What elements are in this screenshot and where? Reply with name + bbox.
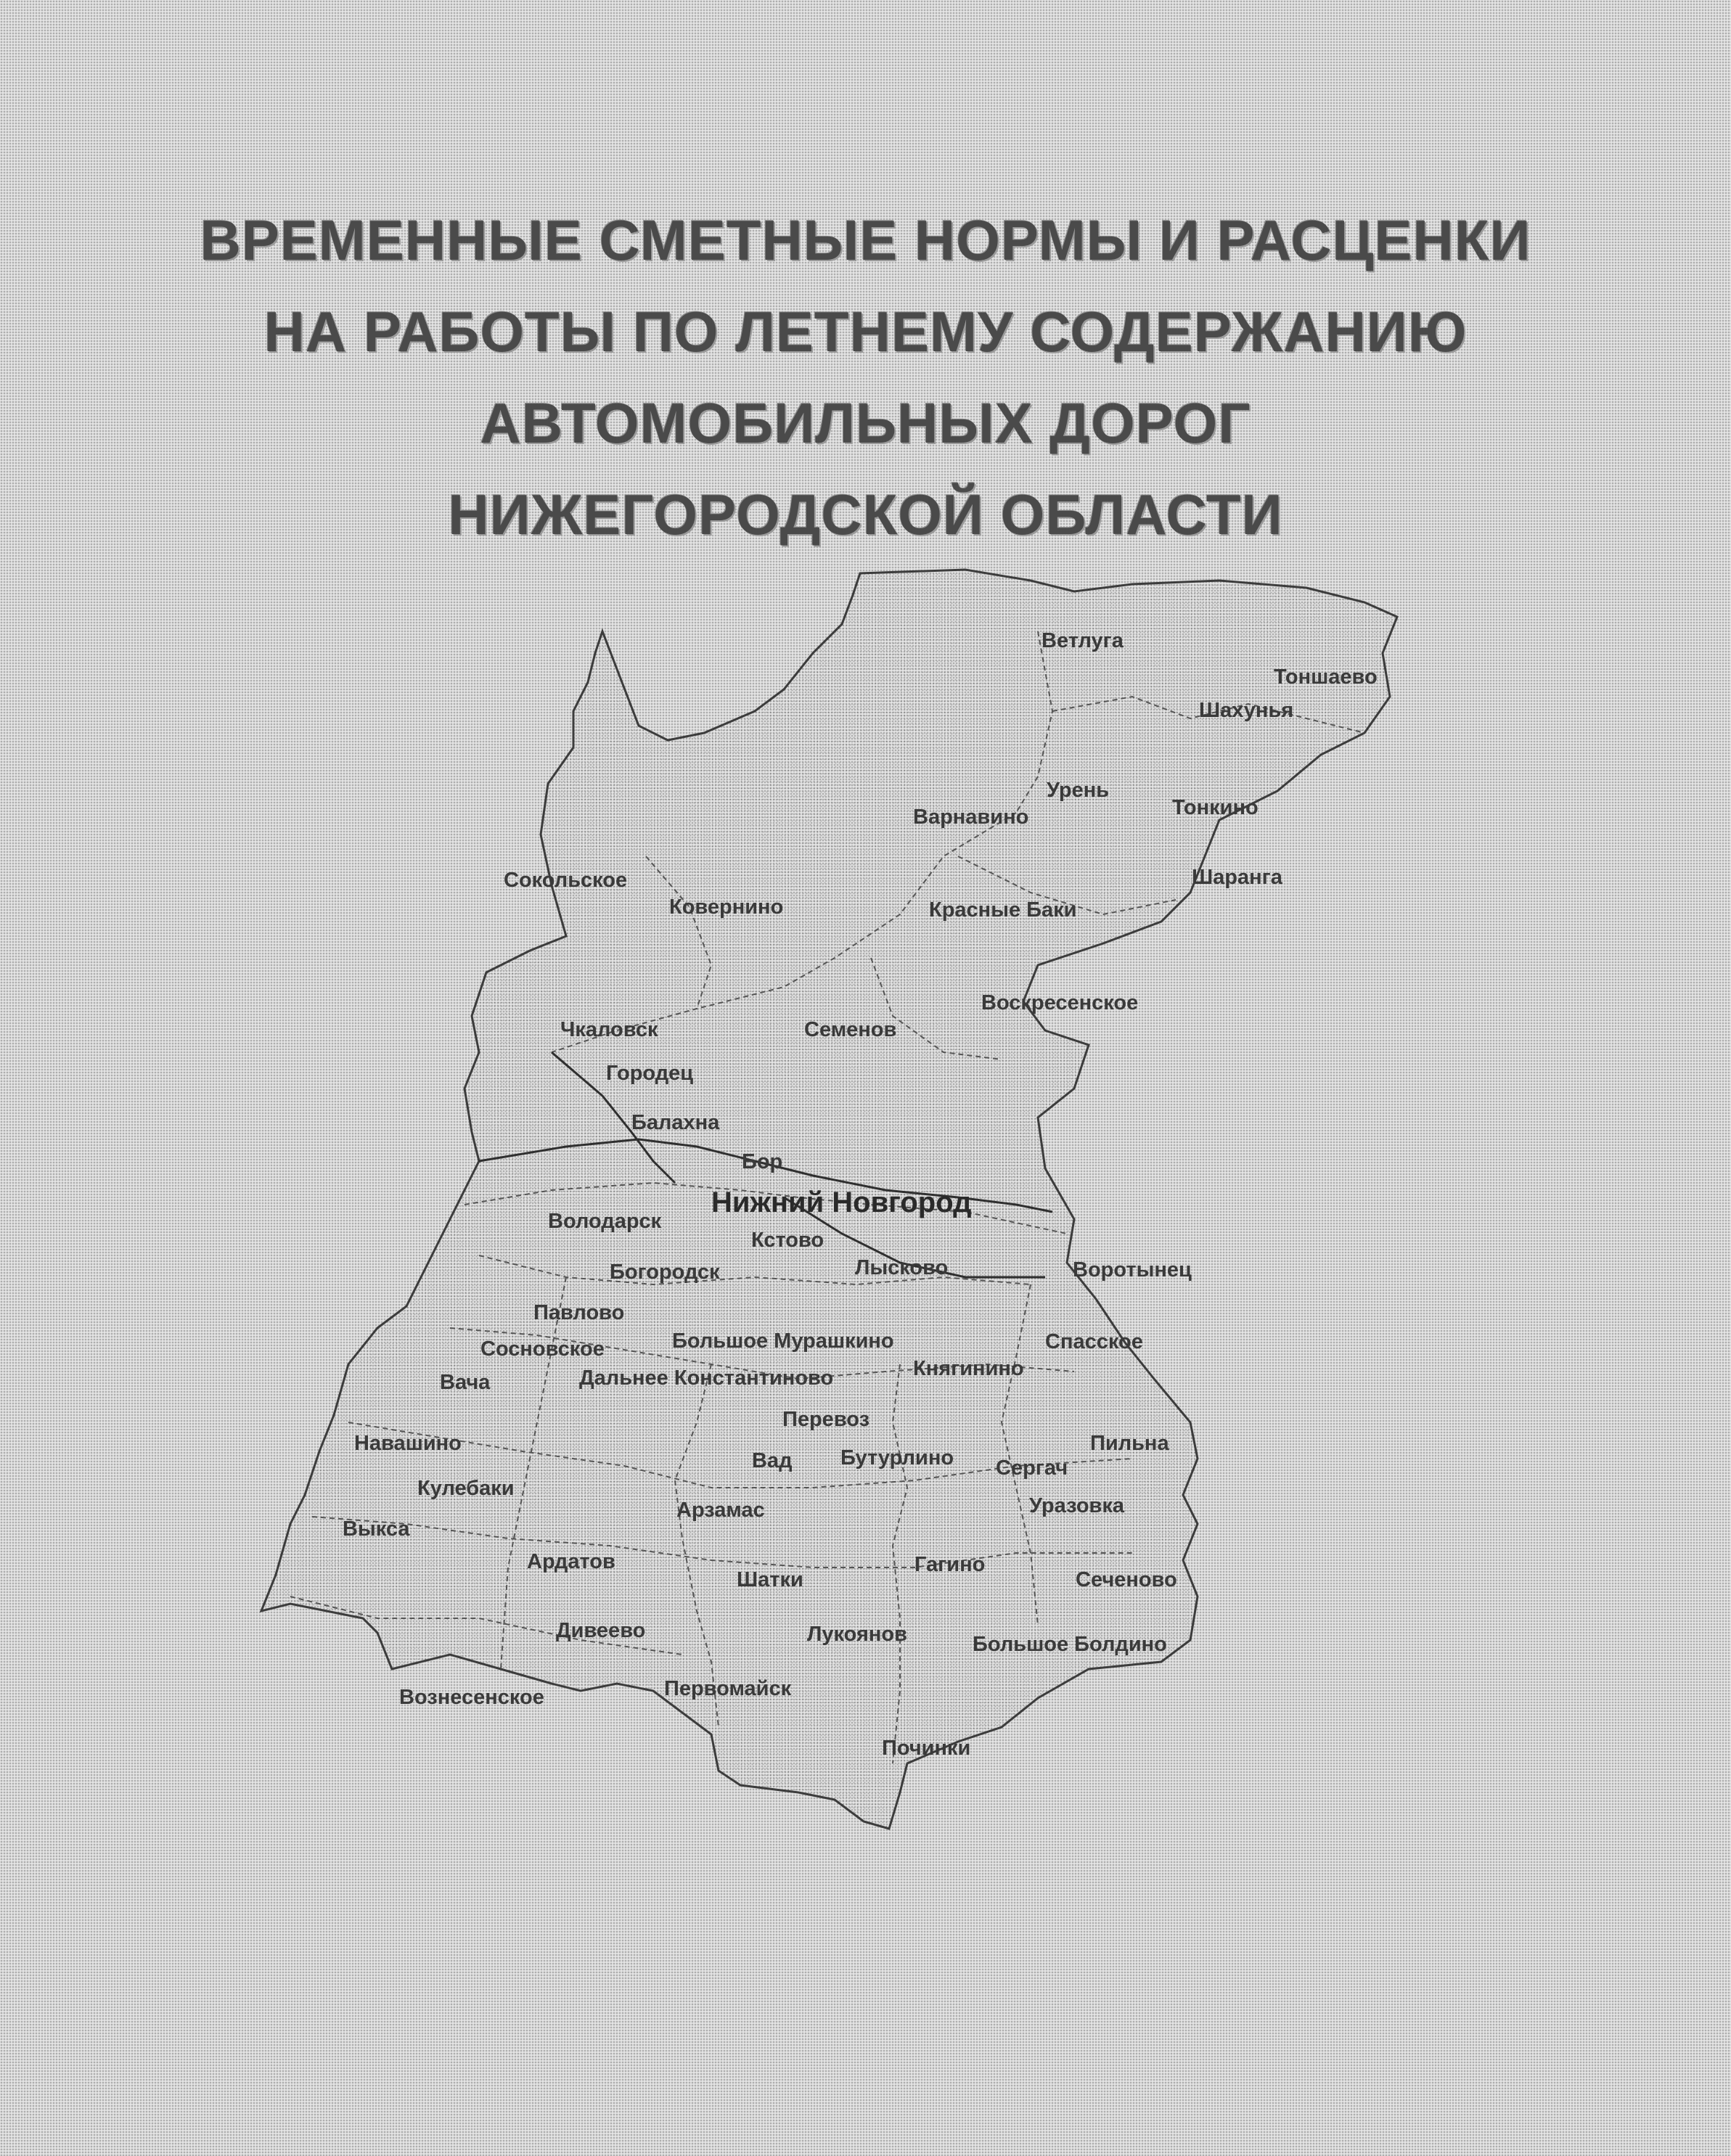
city-label-shatki: Шатки — [737, 1568, 803, 1591]
city-label-knyaginino: Княгинино — [913, 1357, 1024, 1380]
city-label-kovernino: Ковернино — [669, 895, 784, 919]
city-label-vacha: Вача — [440, 1371, 491, 1394]
city-label-pervomaysk: Первомайск — [664, 1677, 792, 1700]
city-label-sharanga: Шаранга — [1192, 866, 1282, 889]
city-label-semenov: Семенов — [804, 1018, 897, 1041]
city-label-gagino: Гагино — [914, 1553, 986, 1576]
city-label-sergach: Сергач — [996, 1456, 1068, 1480]
city-label-pochinki: Починки — [882, 1737, 971, 1760]
city-label-ardatov: Ардатов — [527, 1550, 615, 1573]
city-label-vetluga: Ветлуга — [1042, 629, 1124, 652]
city-label-lyskovo: Лысково — [855, 1256, 949, 1279]
city-label-capital: Нижний Новгород — [711, 1186, 972, 1218]
title-line-3: АВТОМОБИЛЬНЫХ ДОРОГ — [480, 391, 1251, 455]
city-label-uren: Урень — [1047, 779, 1110, 802]
city-label-vad: Вад — [752, 1449, 793, 1472]
city-label-bor: Бор — [742, 1150, 783, 1173]
city-label-volodarsk: Володарск — [548, 1210, 662, 1233]
title-line-1: ВРЕМЕННЫЕ СМЕТНЫЕ НОРМЫ И РАСЦЕНКИ — [200, 208, 1531, 272]
city-label-vorotynets: Воротынец — [1073, 1258, 1192, 1282]
city-label-tonkino: Тонкино — [1172, 796, 1259, 819]
city-label-krasnye-baki: Красные Баки — [929, 898, 1077, 922]
city-label-shakhunya: Шахунья — [1199, 699, 1294, 722]
city-label-pavlovo: Павлово — [533, 1301, 625, 1324]
city-label-chkalovsk: Чкаловск — [560, 1018, 658, 1041]
city-label-vyksa: Выкса — [343, 1517, 410, 1541]
city-label-varnavino: Варнавино — [913, 806, 1029, 829]
city-label-tonshaevo: Тоншаево — [1274, 665, 1378, 689]
city-label-sokolskoe: Сокольское — [504, 869, 628, 892]
city-label-balakhna: Балахна — [631, 1111, 720, 1134]
city-label-buturlino: Бутурлино — [840, 1446, 954, 1470]
title-line-2: НА РАБОТЫ ПО ЛЕТНЕМУ СОДЕРЖАНИЮ — [263, 300, 1468, 364]
city-label-sosnovskoe: Сосновское — [480, 1337, 605, 1361]
city-label-diveevo: Дивеево — [556, 1619, 646, 1642]
city-label-bolshoe-boldino: Большое Болдино — [973, 1633, 1167, 1656]
city-label-perevoz: Перевоз — [782, 1408, 870, 1431]
city-label-dalnee-konstantinovo: Дальнее Константиново — [579, 1366, 834, 1390]
city-label-pilna: Пильна — [1090, 1432, 1169, 1455]
city-label-kstovo: Кстово — [751, 1229, 824, 1252]
city-label-voznesenskoe: Вознесенское — [399, 1686, 544, 1709]
city-label-spasskoe: Спасское — [1045, 1330, 1143, 1353]
city-label-gorodets: Городец — [606, 1062, 694, 1085]
city-label-urazovka: Уразовка — [1029, 1494, 1125, 1517]
city-label-kulebaki: Кулебаки — [417, 1477, 515, 1500]
city-label-bolshoe-murashkino: Большое Мурашкино — [672, 1329, 894, 1353]
city-label-navashino: Навашино — [354, 1432, 462, 1455]
title-line-4: НИЖЕГОРОДСКОЙ ОБЛАСТИ — [448, 483, 1283, 546]
city-label-lukoyanov: Лукоянов — [807, 1623, 907, 1646]
city-label-bogorodsk: Богородск — [610, 1261, 720, 1284]
city-label-arzamas: Арзамас — [676, 1499, 765, 1522]
city-label-sechenovo: Сеченово — [1076, 1568, 1177, 1591]
city-label-voskresenskoe: Воскресенское — [981, 991, 1139, 1015]
